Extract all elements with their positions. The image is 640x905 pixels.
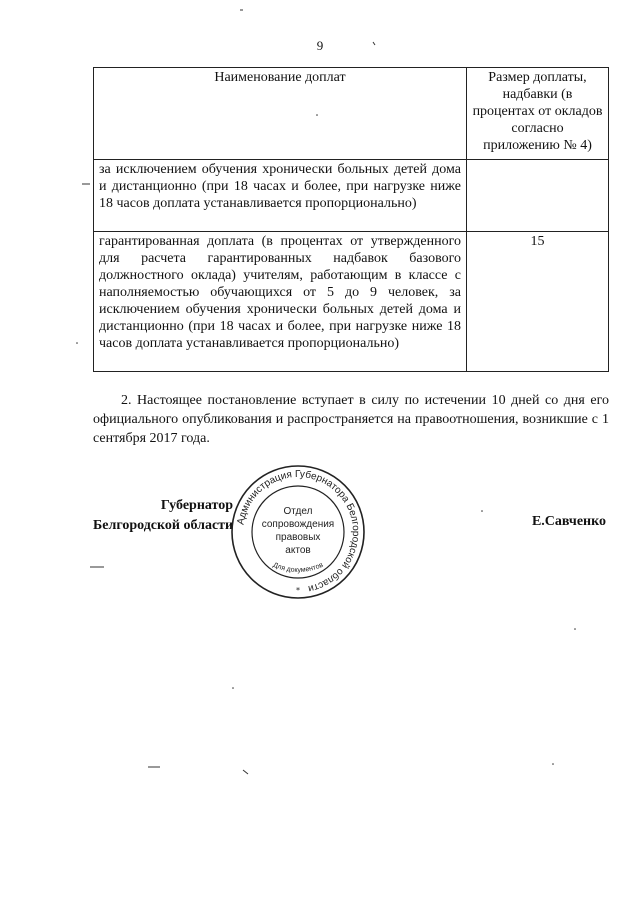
signatory-name: Е.Савченко <box>531 514 606 529</box>
seal-center-line4: актов <box>285 545 311 556</box>
speck <box>76 342 78 344</box>
table-header-row <box>94 68 609 160</box>
row-allowance-text: гарантированная доплата (в процентах от утвержденного для расчета гарантированных надбавок базового должностного оклада) учителям, работающим в классе с наполняемостью обучающихся от 5 до 9 человек, за исключением обучения хронически больных детей дома и дистанционно (при 18 часах и более, при нагрузке ниже 18 часов доплата устанавливается пропорционально) <box>94 232 467 372</box>
row-allowance-text: за исключением обучения хронически больных детей дома и дистанционно (при 18 часах и более, при нагрузке ниже 18 часов доплата устанавливается пропорционально) <box>94 160 467 232</box>
signatory-title <box>93 496 233 536</box>
speck <box>574 628 576 630</box>
seal-center-line3: правовых <box>275 532 321 543</box>
allowances-table <box>93 67 609 372</box>
page-number: 9 <box>316 38 324 53</box>
seal-center-line2: сопровождения <box>261 519 335 530</box>
speck <box>243 770 248 774</box>
table-row <box>94 160 609 232</box>
effective-date-paragraph: 2. Настоящее постановление вступает в силу по истечении 10 дней со дня его официального опубликования и распространяется на правоотношения, возникшие с 1 сентября 2017 года. <box>93 393 609 446</box>
header-allowance-size: Размер доплаты, надбавки (в процентах от окладов согласно приложению № 4) <box>467 68 609 160</box>
table-row <box>94 232 609 372</box>
row-allowance-value: 15 <box>467 232 609 372</box>
speck <box>232 687 234 689</box>
seal-ring-text: Администрация Губернатора Белгородской области <box>235 468 362 594</box>
signatory-title-line2: Белгородской области <box>93 518 234 533</box>
seal-center-line1: Отдел <box>283 506 313 517</box>
seal-star-icon: * <box>296 586 300 595</box>
signatory-title-line1: Губернатор <box>160 498 233 513</box>
seal-bottom-text: Для документов <box>271 561 325 575</box>
header-allowance-name: Наименование доплат <box>94 68 467 160</box>
speck <box>552 763 554 765</box>
official-seal-stamp <box>228 462 368 602</box>
speck <box>481 510 483 512</box>
row-allowance-value <box>467 160 609 232</box>
